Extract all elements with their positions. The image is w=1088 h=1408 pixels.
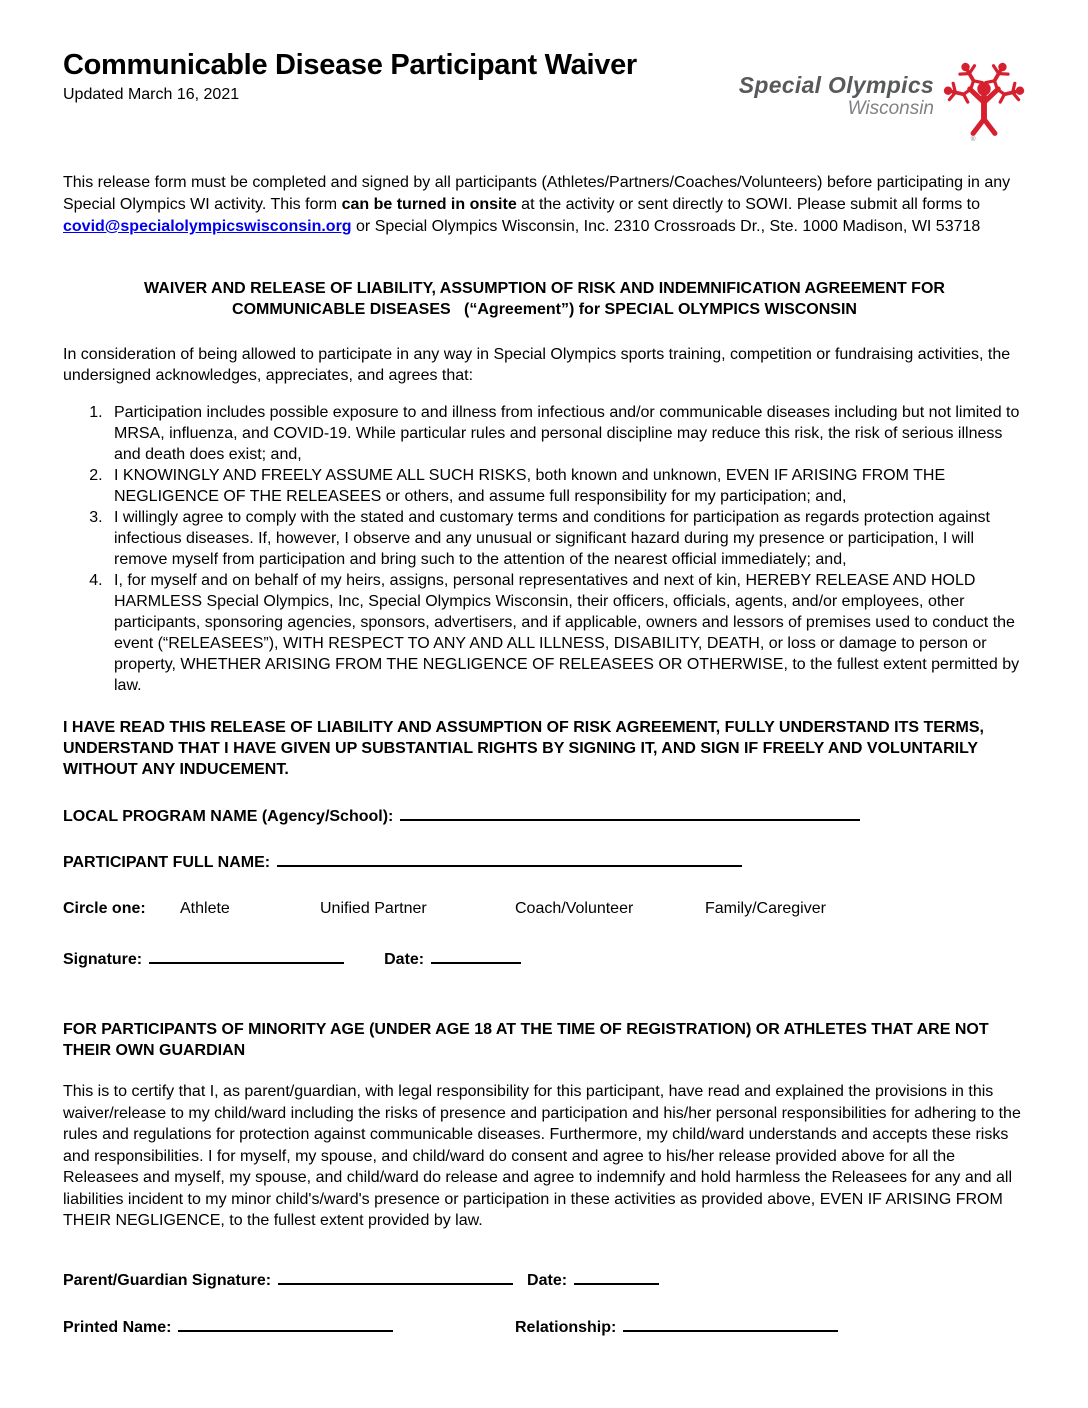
signature-line	[149, 949, 344, 964]
agreement-heading-line2: COMMUNICABLE DISEASES (“Agreement”) for SPECIAL OLYMPICS WISCONSIN	[232, 301, 857, 318]
relationship-label: Relationship:	[515, 1318, 617, 1336]
parent-date-group	[527, 1272, 659, 1289]
date-line	[431, 949, 521, 964]
signature-label: Signature:	[63, 951, 143, 968]
date-label: Date:	[384, 951, 425, 968]
term-item-3: 3. I willingly agree to comply with the stated and customary terms and conditions for participation as regards protection against infectious diseases. If, however, I observe and any unusual or significant hazard during my presence or participation, I will remove myself from participation and bring such to the attention of the nearest official immediately; and,	[107, 507, 1026, 570]
page-title: Communicable Disease Participant Waiver	[63, 49, 637, 81]
intro-paragraph	[63, 172, 1026, 238]
participant-name-line	[277, 852, 742, 867]
agreement-terms-list	[63, 402, 1026, 696]
agreement-heading-line1: WAIVER AND RELEASE OF LIABILITY, ASSUMPTION OF RISK AND INDEMNIFICATION AGREEMENT FOR	[144, 280, 945, 297]
title-block	[63, 50, 637, 104]
printed-name-label: Printed Name:	[63, 1318, 172, 1336]
agreement-preamble: In consideration of being allowed to participate in any way in Special Olympics sports training, competition or fundraising activities, the undersigned acknowledges, appreciates, and agrees that:	[63, 346, 1011, 384]
logo-brand-text: Special Olympics	[738, 72, 934, 98]
special-olympics-logo	[739, 52, 1026, 146]
option-coach-volunteer: Coach/Volunteer	[515, 900, 634, 917]
local-program-row	[63, 806, 1026, 826]
term-item-2: 2. I KNOWINGLY AND FREELY ASSUME ALL SUCH RISKS, both known and unknown, EVEN IF ARISING FROM THE NEGLIGENCE OF THE RELEASEES or others, and assume full responsibility for my participation; and,	[107, 465, 1026, 507]
parent-signature-label: Parent/Guardian Signature:	[63, 1271, 272, 1289]
covid-email-link[interactable]: covid@specialolympicswisconsin.org	[63, 218, 352, 235]
updated-date: Updated March 16, 2021	[63, 85, 240, 103]
term-item-1: 1. Participation includes possible exposure to and illness from infectious and/or communicable diseases including but not limited to MRSA, influenza, and COVID-19. While particular rules and personal discipline may reduce this risk, the risk of serious illness and death does exist; and,	[107, 402, 1026, 465]
printed-name-row	[63, 1317, 1026, 1339]
participant-name-label: PARTICIPANT FULL NAME:	[63, 854, 271, 871]
local-program-label: LOCAL PROGRAM NAME (Agency/School):	[63, 808, 394, 825]
acknowledgement-paragraph: I HAVE READ THIS RELEASE OF LIABILITY AND ASSUMPTION OF RISK AGREEMENT, FULLY UNDERSTAND ITS TERMS, UNDERSTAND THAT I HAVE GIVEN UP SUBSTANTIAL RIGHTS BY SIGNING IT, AND SIGN IF FREELY AND VOLUNTARILY WITHOUT ANY INDUCEMENT.	[63, 719, 984, 778]
intro-text: This release form must be completed and signed by all participants (Athletes/Partners/Coaches/Volunteers) before participating in any Special Olympics WI activity. This form	[63, 174, 1011, 213]
date-group	[384, 951, 521, 968]
special-olympics-figures-icon	[942, 52, 1026, 146]
relationship-group	[515, 1317, 838, 1337]
option-family-caregiver: Family/Caregiver	[705, 900, 826, 917]
parent-signature-line	[278, 1270, 513, 1285]
minor-section-body: This is to certify that I, as parent/guardian, with legal responsibility for this participant, have read and explained the provisions in this waiver/release to my child/ward including the risks of presence and participation and his/her personal responsibilities for adhering to the rules and regulations for protection against communicable diseases. Furthermore, my child/ward understands and accepts these risks and responsibilities. I for myself, my spouse, and child/ward do consent and agree to his/her release provided above for all the Releasees and myself, my spouse, and child/ward do release and agree to indemnify and hold harmless the Releasees for any and all liabilities incident to my minor child's/ward's presence or participation in these activities as provided above, EVEN IF ARISING FROM THEIR NEGLIGENCE, to the fullest extent provided by law.	[63, 1083, 1021, 1229]
parent-date-label: Date:	[527, 1271, 568, 1289]
printed-name-line	[178, 1317, 393, 1332]
document-header	[63, 50, 1026, 146]
signature-row	[63, 949, 1026, 969]
circle-one-label: Circle one:	[63, 900, 146, 917]
local-program-line	[400, 806, 860, 821]
parent-date-line	[574, 1270, 659, 1285]
intro-bold-text: can be turned in onsite	[341, 196, 517, 213]
term-item-4: 4. I, for myself and on behalf of my heirs, assigns, personal representatives and next of kin, HEREBY RELEASE AND HOLD HARMLESS Special Olympics, Inc, Special Olympics Wisconsin, their officers, officials, agents, and/or employees, other participants, sponsoring agencies, sponsors, advertisers, and if applicable, owners and lessors of premises used to conduct the event (“RELEASEES”), WITH RESPECT TO ANY AND ALL ILLNESS, DISABILITY, DEATH, or loss or damage to person or property, WHETHER ARISING FROM THE NEGLIGENCE OF RELEASEES OR OTHERWISE, to the fullest extent permitted by law.	[107, 570, 1026, 696]
logo-wordmark	[739, 72, 934, 120]
intro-text-3: or Special Olympics Wisconsin, Inc. 2310 Crossroads Dr., Ste. 1000 Madison, WI 53718	[351, 218, 981, 235]
option-unified-partner: Unified Partner	[320, 900, 427, 917]
registered-trademark-glyph: ®	[970, 135, 976, 143]
participant-name-row	[63, 852, 1026, 872]
agreement-heading	[95, 278, 995, 320]
parent-signature-row	[63, 1270, 1026, 1290]
option-athlete: Athlete	[180, 900, 230, 917]
minor-section-heading: FOR PARTICIPANTS OF MINORITY AGE (UNDER AGE 18 AT THE TIME OF REGISTRATION) OR ATHLETES THAT ARE NOT THEIR OWN GUARDIAN	[63, 1021, 989, 1059]
intro-text-2: at the activity or sent directly to SOWI. Please submit all forms to	[516, 196, 980, 213]
relationship-line	[623, 1317, 838, 1332]
circle-one-row	[63, 900, 1026, 921]
logo-region-text: Wisconsin	[847, 98, 934, 119]
